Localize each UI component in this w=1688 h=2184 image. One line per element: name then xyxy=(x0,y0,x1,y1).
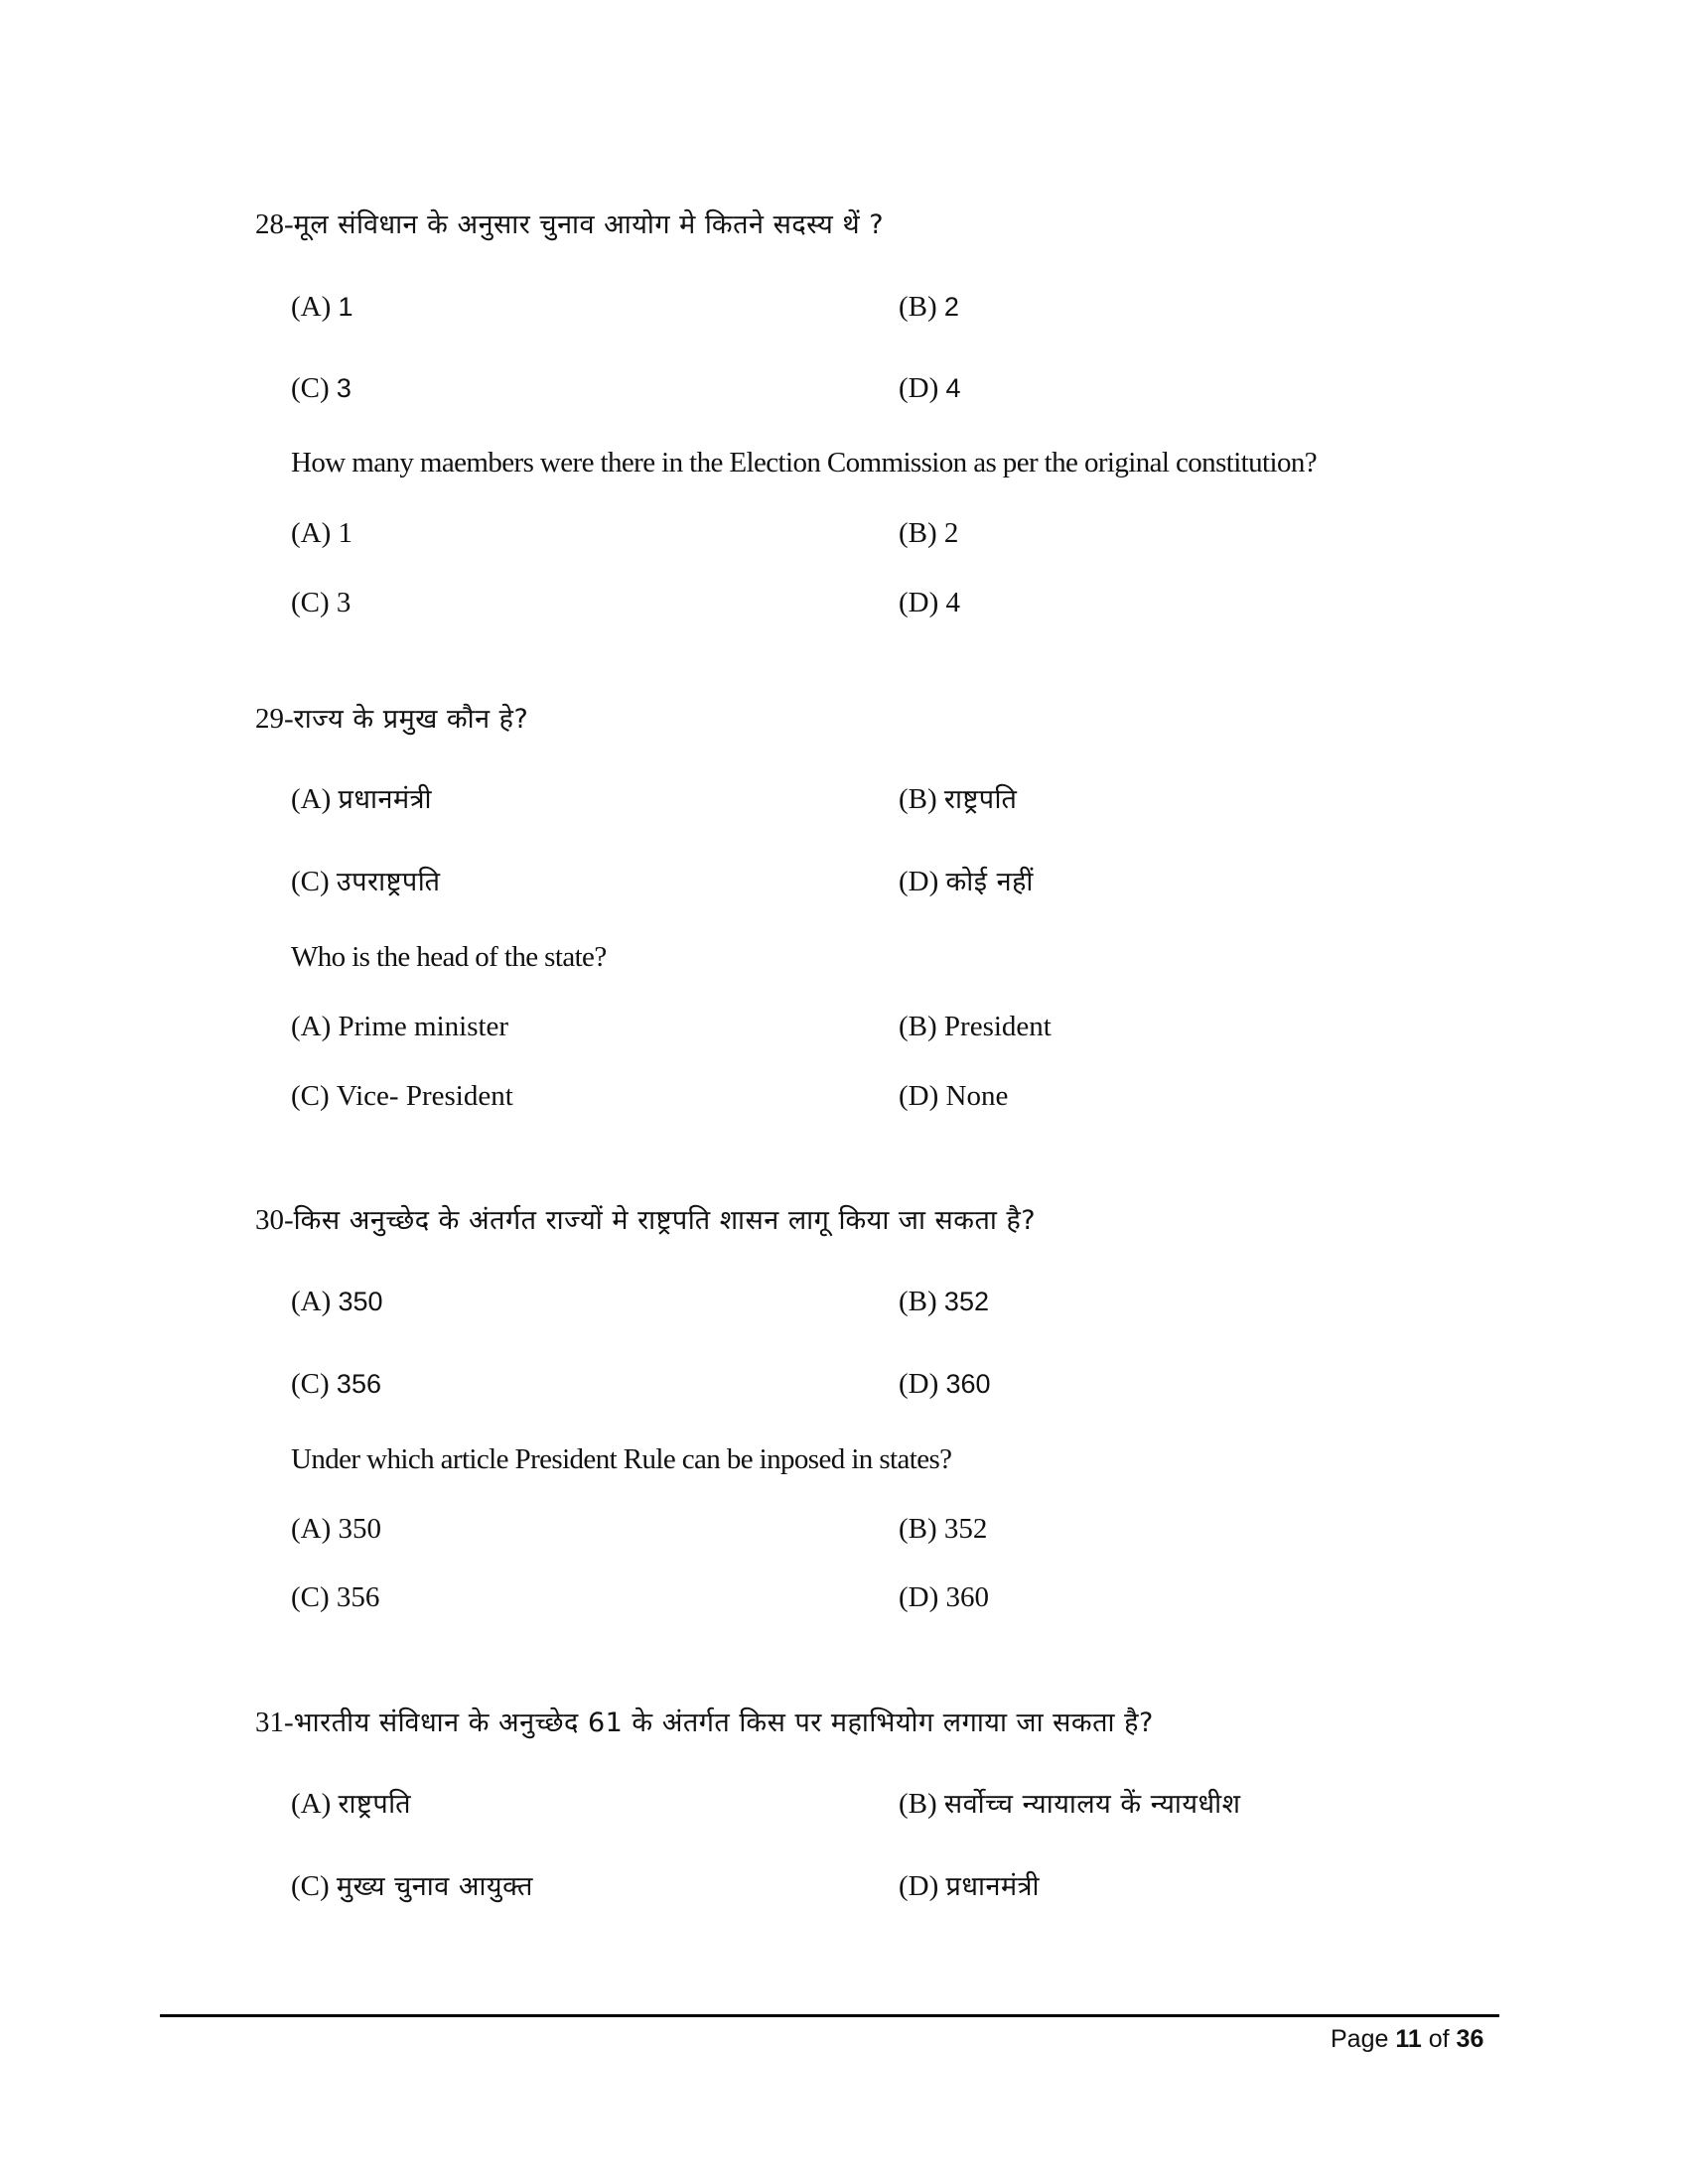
option-label: (D) xyxy=(899,1581,939,1613)
option-b xyxy=(899,1013,1052,1041)
option-label: (D) xyxy=(899,587,939,618)
option-label: (A) xyxy=(291,1011,332,1042)
option-c xyxy=(291,1872,533,1901)
total-pages: 36 xyxy=(1456,2025,1484,2053)
option-value: 3 xyxy=(336,587,352,618)
option-d xyxy=(899,1872,1040,1901)
option-value: 352 xyxy=(943,1287,989,1316)
option-c xyxy=(291,1370,381,1399)
option-label: (D) xyxy=(899,1870,939,1902)
option-label: (A) xyxy=(291,291,332,323)
option-value: President xyxy=(943,1011,1052,1042)
option-label: (C) xyxy=(291,372,330,404)
option-a xyxy=(291,1515,381,1544)
option-value: 356 xyxy=(336,1369,381,1399)
option-a xyxy=(291,1790,411,1819)
option-value: 4 xyxy=(945,587,961,618)
option-value: 1 xyxy=(338,517,353,549)
option-value: 2 xyxy=(943,292,959,322)
option-c xyxy=(291,374,352,403)
page-word: Page xyxy=(1331,2025,1389,2053)
question-number: 28- xyxy=(255,208,294,240)
question-28-hindi xyxy=(255,210,884,239)
option-a xyxy=(291,293,353,322)
option-value: 3 xyxy=(336,373,352,403)
option-d xyxy=(899,1082,1008,1111)
question-29-hindi xyxy=(255,705,528,734)
of-word: of xyxy=(1428,2025,1450,2053)
option-d xyxy=(899,1583,989,1612)
option-label: (B) xyxy=(899,783,937,815)
option-value: सर्वोच्च न्यायालय कें न्यायधीश xyxy=(943,1789,1241,1820)
option-label: (D) xyxy=(899,866,939,897)
option-c xyxy=(291,1082,513,1111)
option-label: (B) xyxy=(899,517,937,549)
option-label: (B) xyxy=(899,1011,937,1042)
option-a xyxy=(291,1013,508,1041)
page-number xyxy=(1331,2025,1483,2054)
option-value: प्रधानमंत्री xyxy=(338,784,433,815)
option-b xyxy=(899,785,1017,814)
option-value: मुख्य चुनाव आयुक्त xyxy=(336,1871,533,1902)
option-label: (A) xyxy=(291,1513,332,1545)
question-28-english: How many maembers were there in the Election Commission as per the original constitution? xyxy=(291,447,1318,478)
option-b xyxy=(899,1515,987,1544)
option-value: उपराष्ट्रपति xyxy=(336,867,441,897)
option-a xyxy=(291,1288,383,1316)
option-b xyxy=(899,519,958,548)
option-label: (D) xyxy=(899,1368,939,1400)
option-d xyxy=(899,374,961,403)
option-label: (A) xyxy=(291,1788,332,1820)
option-value: 1 xyxy=(338,292,353,322)
question-number: 31- xyxy=(255,1706,294,1738)
question-30-english: Under which article President Rule can be inposed in states? xyxy=(291,1443,952,1475)
question-text-hindi: किस अनुच्छेद के अंतर्गत राज्यों मे राष्ट्रपति शासन लागू किया जा सकता है? xyxy=(293,1205,1037,1236)
option-label: (B) xyxy=(899,1788,937,1820)
option-value: 360 xyxy=(945,1581,990,1613)
question-text-hindi: मूल संविधान के अनुसार चुनाव आयोग मे कितने सदस्य थें ? xyxy=(293,209,885,240)
option-value: Vice- President xyxy=(336,1080,513,1112)
option-value: राष्ट्रपति xyxy=(943,784,1018,815)
option-label: (A) xyxy=(291,1286,332,1317)
option-label: (B) xyxy=(899,1286,937,1317)
option-label: (C) xyxy=(291,587,330,618)
option-d xyxy=(899,1370,991,1399)
option-value: 2 xyxy=(943,517,959,549)
option-label: (C) xyxy=(291,866,330,897)
option-label: (A) xyxy=(291,783,332,815)
option-value: 4 xyxy=(945,373,961,403)
option-label: (D) xyxy=(899,1080,939,1112)
footer-divider xyxy=(160,2014,1499,2017)
question-29-english: Who is the head of the state? xyxy=(291,941,607,973)
option-b xyxy=(899,1288,989,1316)
option-label: (D) xyxy=(899,372,939,404)
option-a xyxy=(291,519,352,548)
option-d xyxy=(899,589,960,617)
option-value: राष्ट्रपति xyxy=(338,1789,412,1820)
question-31-hindi xyxy=(255,1708,1154,1737)
question-text-hindi: राज्य के प्रमुख कौन हे? xyxy=(293,704,529,735)
option-label: (A) xyxy=(291,517,332,549)
option-value: प्रधानमंत्री xyxy=(945,1871,1041,1902)
option-c xyxy=(291,1583,379,1612)
question-number: 30- xyxy=(255,1204,294,1236)
option-d xyxy=(899,868,1034,896)
option-value: 356 xyxy=(336,1581,380,1613)
option-c xyxy=(291,589,351,617)
option-value: 350 xyxy=(338,1287,383,1316)
option-c xyxy=(291,868,441,896)
option-value: 360 xyxy=(945,1369,991,1399)
question-number: 29- xyxy=(255,703,294,735)
option-label: (C) xyxy=(291,1080,330,1112)
option-b xyxy=(899,1790,1240,1819)
option-b xyxy=(899,293,959,322)
option-label: (C) xyxy=(291,1368,330,1400)
question-30-hindi xyxy=(255,1206,1036,1235)
option-value: Prime minister xyxy=(338,1011,509,1042)
option-value: 350 xyxy=(338,1513,382,1545)
option-label: (C) xyxy=(291,1581,330,1613)
option-value: 352 xyxy=(943,1513,988,1545)
current-page: 11 xyxy=(1395,2025,1422,2053)
option-value: कोई नहीं xyxy=(945,867,1034,897)
question-text-hindi: भारतीय संविधान के अनुच्छेद 61 के अंतर्गत किस पर महाभियोग लगाया जा सकता है? xyxy=(293,1707,1154,1738)
option-label: (B) xyxy=(899,291,937,323)
option-label: (B) xyxy=(899,1513,937,1545)
option-label: (C) xyxy=(291,1870,330,1902)
option-value: None xyxy=(945,1080,1009,1112)
option-a xyxy=(291,785,432,814)
